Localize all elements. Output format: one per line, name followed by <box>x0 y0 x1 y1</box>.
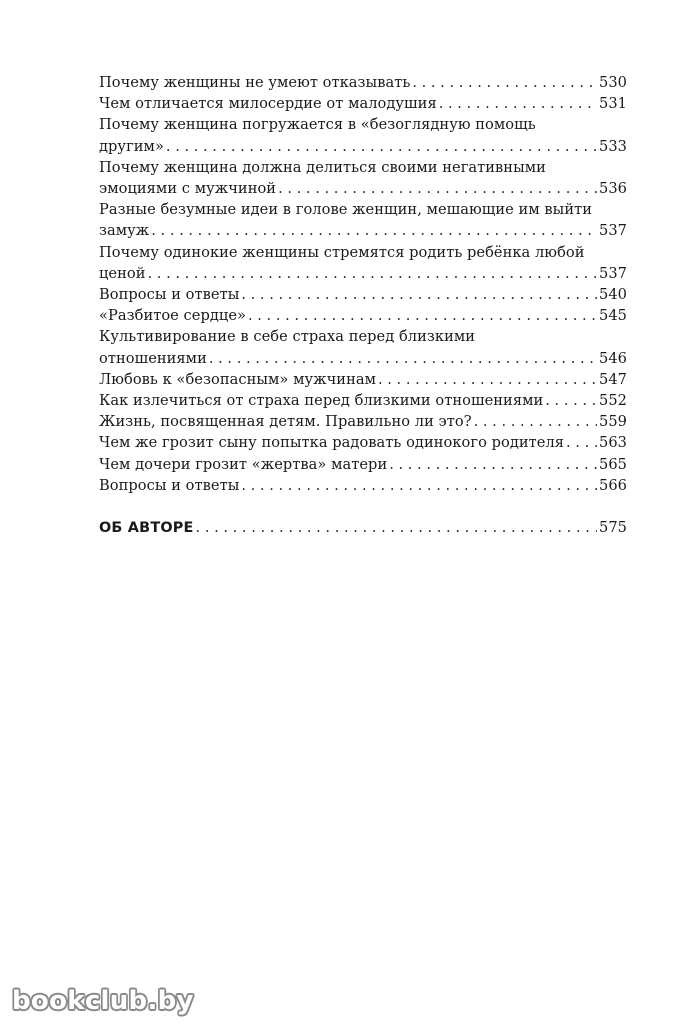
toc-page-number: 559 <box>598 413 627 431</box>
toc-entry-title: Чем отличается милосердие от малодушия <box>99 95 437 113</box>
toc-section-title: ОБ АВТОРЕ <box>99 520 194 537</box>
toc-leader-dots <box>378 369 597 390</box>
toc-page-number: 545 <box>598 307 627 325</box>
toc-page-number: 547 <box>598 370 627 388</box>
toc-page-number: 546 <box>598 349 627 367</box>
toc-leader-dots <box>241 475 597 496</box>
toc-page-number: 566 <box>598 476 627 494</box>
toc-page-number: 537 <box>598 264 627 282</box>
toc-line <box>99 432 627 453</box>
toc-entry-title: Как излечиться от страха перед близкими отношениями <box>99 392 544 410</box>
toc-leader-dots <box>151 220 597 241</box>
toc-entry-title: Чем дочери грозит «жертва» матери <box>99 455 388 473</box>
toc-entry <box>99 72 627 93</box>
toc-entry-title-line: Почему женщина должна делиться своими негативными <box>99 158 546 176</box>
toc-entry-title: Вопросы и ответы <box>99 476 240 494</box>
toc-page-number: 531 <box>598 95 627 113</box>
toc-page-number: 530 <box>598 74 627 91</box>
toc-page-number: 537 <box>598 222 627 240</box>
toc-leader-dots <box>148 263 597 284</box>
toc-line <box>99 390 627 411</box>
toc-entry-title: Чем же грозит сыну попытка радовать одинокого родителя <box>99 434 565 452</box>
toc-entry-title-line: Культивирование в себе страха перед близкими <box>99 328 476 346</box>
toc-page-number: 565 <box>598 455 627 473</box>
toc-leader-dots <box>196 517 597 538</box>
toc-entry <box>99 93 627 114</box>
toc-leader-dots <box>209 348 597 369</box>
toc-leader-dots <box>166 136 597 157</box>
toc-leader-dots <box>389 454 597 475</box>
toc-page-number: 536 <box>598 180 627 198</box>
toc-leader-dots <box>545 390 597 411</box>
toc-entry <box>99 242 627 284</box>
toc-entry-title-line: Почему одинокие женщины стремятся родить ребёнка любой <box>99 243 585 261</box>
toc-leader-dots <box>474 411 597 432</box>
toc-line <box>99 348 627 369</box>
toc-entry <box>99 454 627 475</box>
toc-entry <box>99 305 627 326</box>
toc-entry <box>99 157 627 199</box>
toc-leader-dots <box>241 284 597 305</box>
toc-line <box>99 411 627 432</box>
toc-line <box>99 475 627 496</box>
toc-page-number: 563 <box>598 434 627 452</box>
toc-entry-title-cont: замуж <box>99 222 150 240</box>
toc-entry-title-line: Разные безумные идеи в голове женщин, мешающие им выйти <box>99 201 593 219</box>
toc-line <box>99 178 627 199</box>
toc-page-number: 540 <box>598 286 627 304</box>
toc-entry-title-cont: ценой <box>99 264 146 282</box>
toc-leader-dots <box>566 432 597 453</box>
toc-page-number: 533 <box>598 137 627 155</box>
toc-line <box>99 517 627 539</box>
toc-entry-title-cont: другим» <box>99 137 164 155</box>
toc-entry <box>99 326 627 368</box>
toc-entry <box>99 114 627 156</box>
toc-page-number: 575 <box>598 519 627 537</box>
toc-leader-dots <box>439 93 597 114</box>
toc-line <box>99 263 627 284</box>
toc-entry <box>99 411 627 432</box>
toc-entry-title: «Разбитое сердце» <box>99 307 246 325</box>
toc-page-number: 552 <box>598 392 627 410</box>
toc-leader-dots <box>248 305 597 326</box>
toc-entry-title-line: Почему женщина погружается в «безоглядную помощь <box>99 116 536 134</box>
table-of-contents <box>99 72 627 539</box>
toc-line <box>99 93 627 114</box>
toc-line <box>99 136 627 157</box>
toc-line <box>99 220 627 241</box>
toc-entry <box>99 199 627 241</box>
toc-entry <box>99 390 627 411</box>
toc-line <box>99 284 627 305</box>
toc-entry <box>99 432 627 453</box>
toc-entry-title-cont: эмоциями с мужчиной <box>99 180 277 198</box>
toc-leader-dots <box>412 72 597 93</box>
toc-line <box>99 305 627 326</box>
toc-leader-dots <box>278 178 597 199</box>
toc-line <box>99 72 627 93</box>
toc-entry <box>99 475 627 496</box>
toc-entry <box>99 284 627 305</box>
toc-author-section <box>99 517 627 539</box>
toc-line <box>99 454 627 475</box>
toc-entry <box>99 369 627 390</box>
watermark: bookclub.by <box>12 986 194 1016</box>
toc-entry-title: Почему женщины не умеют отказывать <box>99 74 411 91</box>
toc-line <box>99 369 627 390</box>
toc-entry-title: Любовь к «безопасным» мужчинам <box>99 370 376 388</box>
toc-entry-title: Вопросы и ответы <box>99 286 240 304</box>
toc-entry-title-cont: отношениями <box>99 349 207 367</box>
toc-entry-title: Жизнь, посвященная детям. Правильно ли это? <box>99 413 472 431</box>
